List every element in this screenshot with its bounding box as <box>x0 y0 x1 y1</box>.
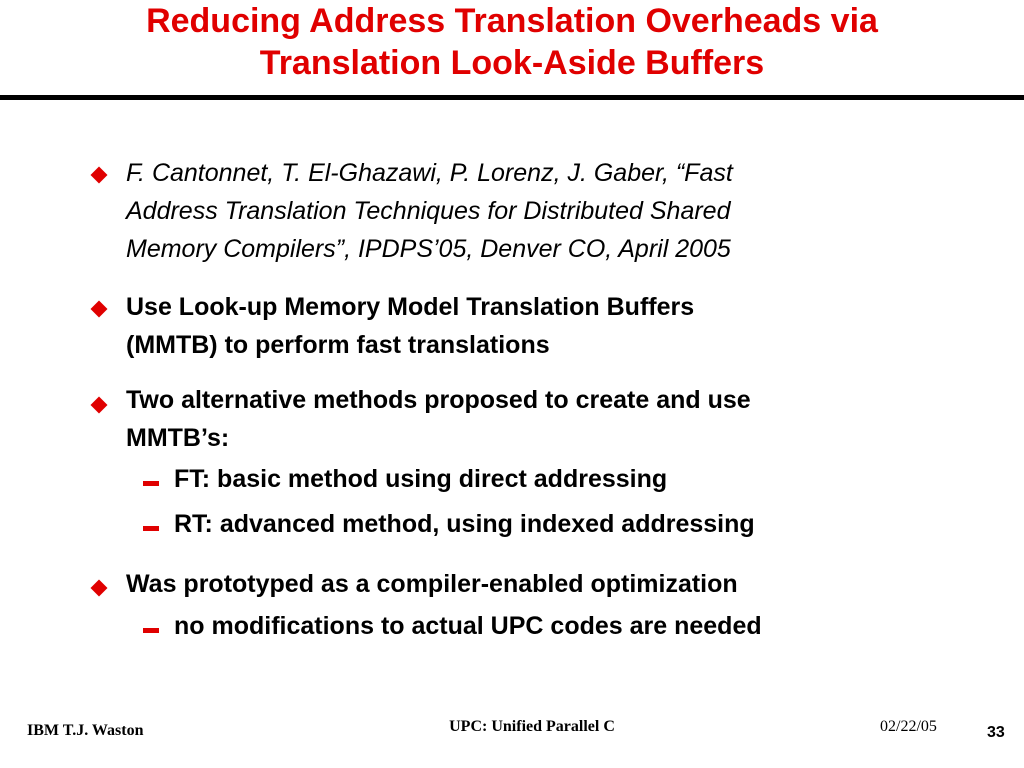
bullet-line: Use Look-up Memory Model Translation Buffers <box>126 293 695 321</box>
bullet-text <box>126 154 946 268</box>
bullet-text <box>126 381 946 457</box>
bullet-text <box>126 288 946 364</box>
diamond-bullet-icon <box>91 167 108 184</box>
bullet-line: F. Cantonnet, T. El-Ghazawi, P. Lorenz, J. Gaber, “Fast <box>126 159 733 187</box>
bullet-line: Was prototyped as a compiler-enabled optimization <box>126 570 738 598</box>
footer-date: 02/22/05 <box>880 718 937 735</box>
bullet-line: Two alternative methods proposed to create and use <box>126 386 751 414</box>
footer-course-title: UPC: Unified Parallel C <box>449 718 615 735</box>
diamond-bullet-icon <box>91 301 108 318</box>
page-number: 33 <box>987 724 1005 741</box>
title-divider <box>0 95 1024 100</box>
slide-title-line-1: Reducing Address Translation Overheads via <box>146 2 878 40</box>
bullet-text <box>126 565 946 603</box>
bullet-line: MMTB’s: <box>126 424 230 452</box>
footer-organization: IBM T.J. Waston <box>27 722 144 739</box>
diamond-bullet-icon <box>91 397 108 414</box>
dash-bullet-icon <box>143 526 159 531</box>
bullet-line: (MMTB) to perform fast translations <box>126 331 550 359</box>
sub-item-text: RT: advanced method, using indexed addressing <box>174 510 755 538</box>
sub-item-text: no modifications to actual UPC codes are needed <box>174 612 762 640</box>
dash-bullet-icon <box>143 481 159 486</box>
diamond-bullet-icon <box>91 580 108 597</box>
bullet-line: Memory Compilers”, IPDPS’05, Denver CO, April 2005 <box>126 235 731 263</box>
slide-title <box>0 0 1024 84</box>
dash-bullet-icon <box>143 628 159 633</box>
bullet-line: Address Translation Techniques for Distributed Shared <box>126 197 731 225</box>
sub-item-text: FT: basic method using direct addressing <box>174 465 668 493</box>
slide-title-line-2: Translation Look-Aside Buffers <box>259 44 765 82</box>
